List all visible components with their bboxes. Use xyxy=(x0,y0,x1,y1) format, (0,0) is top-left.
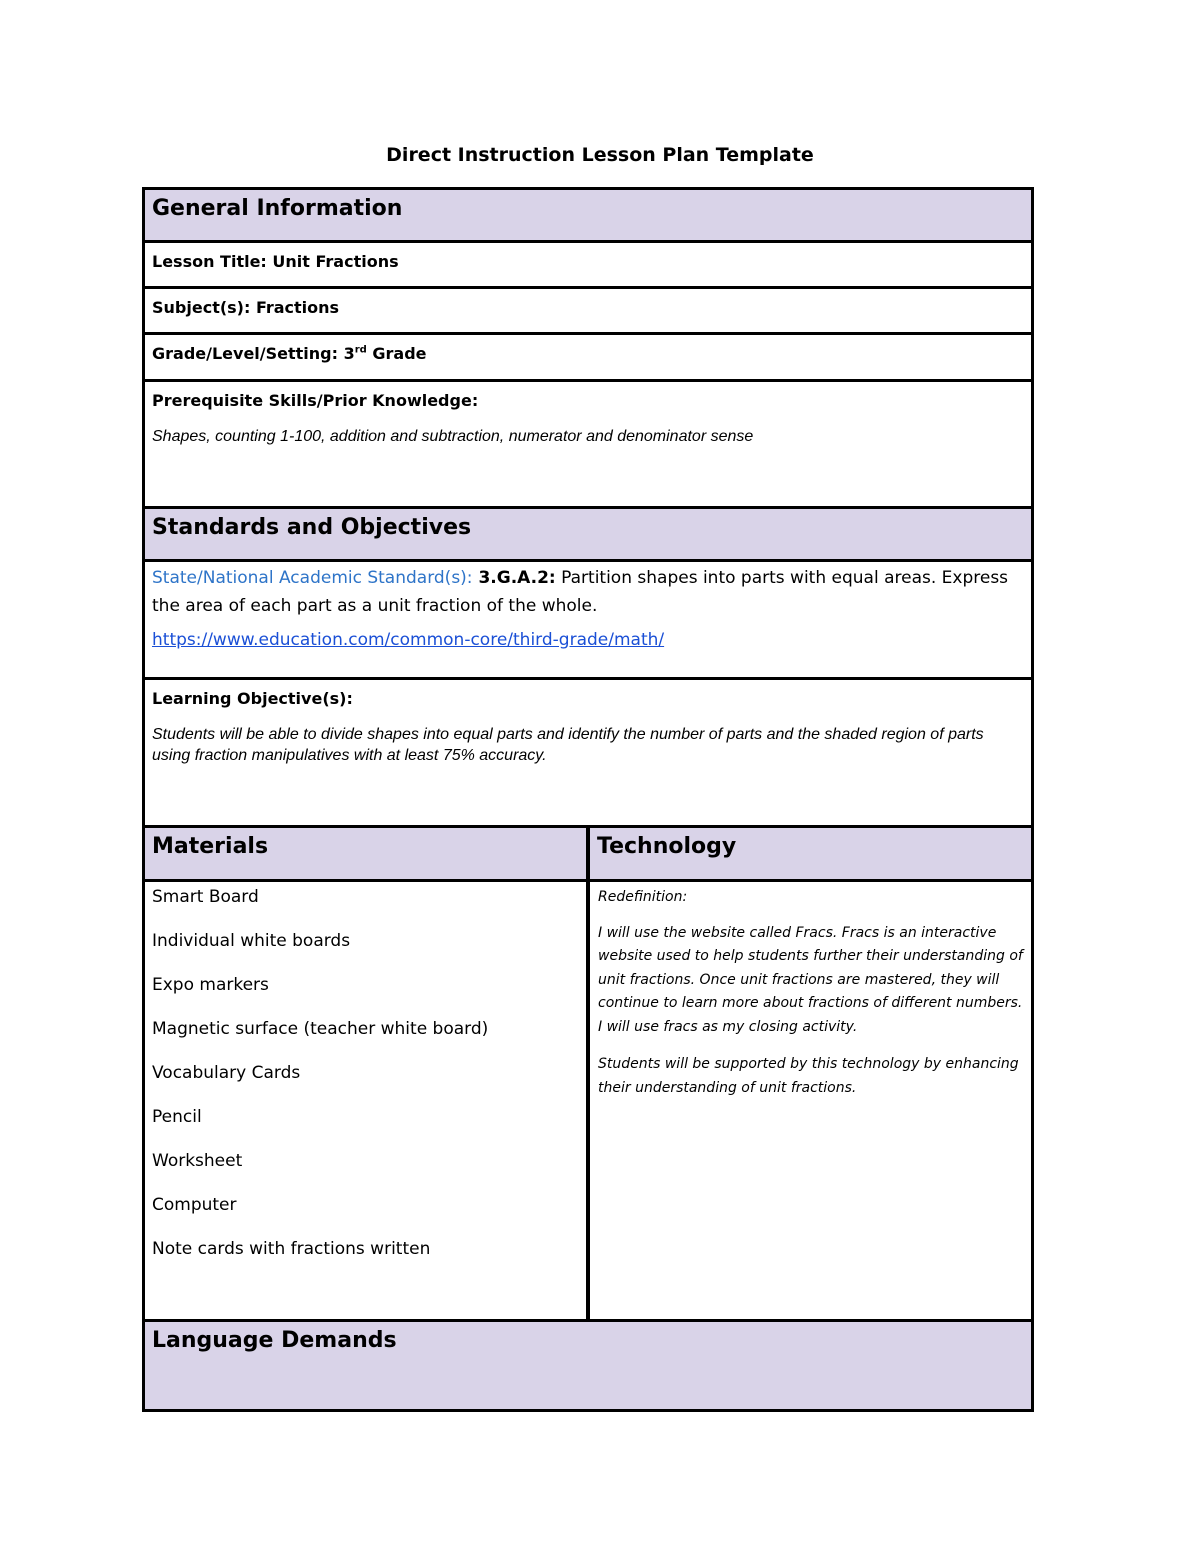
lesson-title-text: Lesson Title: Unit Fractions xyxy=(152,252,399,271)
standards-link[interactable]: https://www.education.com/common-core/third-grade/math/ xyxy=(152,630,665,650)
materials-header xyxy=(142,825,589,882)
technology-title: Technology xyxy=(597,834,737,859)
list-item: Smart Board xyxy=(152,887,259,907)
subjects-text: Subject(s): Fractions xyxy=(152,298,340,317)
standards-header xyxy=(142,506,1034,562)
objective-row xyxy=(142,677,1034,828)
general-information-header xyxy=(142,187,1034,243)
general-information-title: General Information xyxy=(152,196,403,221)
language-demands-title: Language Demands xyxy=(152,1328,397,1353)
objective-text: Students will be able to divide shapes into equal parts and identify the number of parts and the shaded region of parts using fraction manipulatives with at least 75% accuracy. xyxy=(152,726,984,764)
grade-sup: rd xyxy=(354,344,367,356)
standards-title: Standards and Objectives xyxy=(152,515,472,540)
subjects-row xyxy=(142,286,1034,335)
list-item: Worksheet xyxy=(152,1151,243,1171)
standard-text: Partition shapes into parts with equal areas. Express the area of each part as a unit fraction of the whole. xyxy=(152,568,1009,616)
prerequisite-row xyxy=(142,379,1034,509)
standard-label: State/National Academic Standard(s): xyxy=(152,568,473,588)
document-title: Direct Instruction Lesson Plan Template xyxy=(386,144,814,166)
list-item: Vocabulary Cards xyxy=(152,1063,301,1083)
language-demands-section xyxy=(142,1319,1034,1412)
list-item: Magnetic surface (teacher white board) xyxy=(152,1019,489,1039)
technology-support: Students will be supported by this technology by enhancing their understanding of unit fractions. xyxy=(598,1056,1019,1096)
grade-row xyxy=(142,332,1034,382)
lesson-title-row xyxy=(142,240,1034,289)
technology-body xyxy=(587,879,1034,1322)
grade-prefix: Grade/Level/Setting: 3 xyxy=(152,344,355,363)
technology-description: I will use the website called Fracs. Fracs is an interactive website used to help students further their understanding of unit fractions. Once unit fractions are mastered, they will continue to learn more about fractions of different numbers. I will use fracs as my closing activity. xyxy=(598,924,1023,1035)
prerequisite-text: Shapes, counting 1-100, addition and subtraction, numerator and denominator sense xyxy=(152,428,754,445)
materials-body xyxy=(142,879,589,1322)
list-item: Individual white boards xyxy=(152,931,351,951)
standards-row xyxy=(142,559,1034,680)
technology-text xyxy=(590,882,1031,1100)
grade-text xyxy=(145,335,1031,363)
standard-code: 3.G.A.2: xyxy=(472,568,556,588)
list-item: Computer xyxy=(152,1195,237,1215)
technology-redefinition: Redefinition: xyxy=(598,889,688,905)
objective-label: Learning Objective(s): xyxy=(152,689,353,708)
list-item: Note cards with fractions written xyxy=(152,1239,431,1259)
standard-text-block xyxy=(145,562,1031,620)
technology-header xyxy=(587,825,1034,882)
materials-title: Materials xyxy=(152,834,269,859)
grade-suffix: Grade xyxy=(366,344,427,363)
list-item: Expo markers xyxy=(152,975,269,995)
materials-list xyxy=(145,882,586,1282)
prerequisite-label: Prerequisite Skills/Prior Knowledge: xyxy=(152,391,479,410)
list-item: Pencil xyxy=(152,1107,202,1127)
